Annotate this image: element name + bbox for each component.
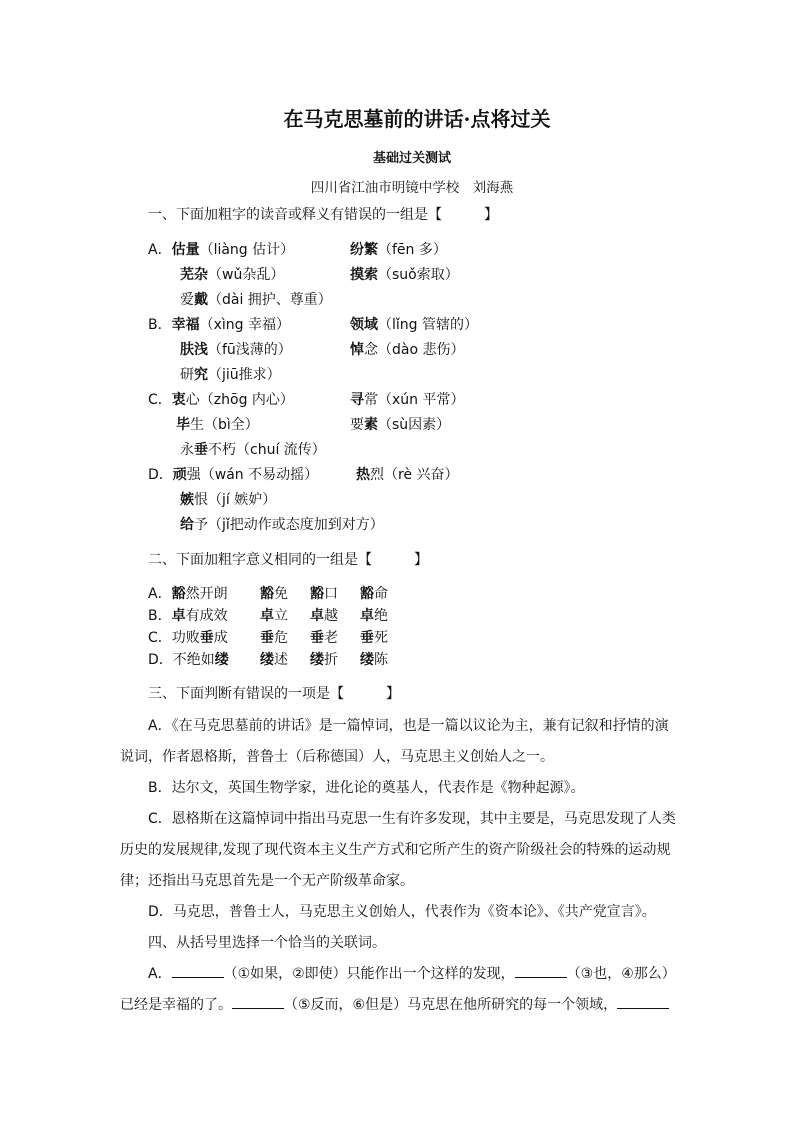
q2-option-a: A．豁然开朗 豁免 豁口 豁命 <box>148 586 388 602</box>
q1-option-c-line1b: 寻常（xún 平常） <box>350 392 465 408</box>
q3-options <box>120 711 676 1021</box>
q1-option-c-line1: C．衷心（zhōg 内心） <box>148 392 294 408</box>
q1-option-b-line3: 研究（jiū推求） <box>180 367 281 383</box>
page-title: 在马克思墓前的讲话·点将过关 <box>283 107 551 131</box>
q1-option-b-line1b: 领域（lǐng 管辖的） <box>350 317 478 333</box>
answer-blank-3[interactable] <box>232 994 284 1009</box>
q3-option-d: D．马克思，普鲁士人，马克思主义创始人，代表作为《资本论》、《共产党宣言》。 <box>148 904 656 920</box>
q1-option-a-line2: 芜杂（wǔ杂乱） <box>180 267 285 283</box>
q1-option-d-line3: 给予（jǐ把动作或态度加到对方） <box>180 517 384 533</box>
q3-option-b: B．达尔文，英国生物学家，进化论的奠基人，代表作是《物种起源》。 <box>148 780 585 796</box>
answer-blank-1[interactable] <box>172 963 224 978</box>
q1-option-a-line2b: 摸索（suǒ索取） <box>350 267 459 283</box>
q1-option-a-line1: A．估量（liàng 估计） <box>148 242 295 258</box>
q3-option-c: C．恩格斯在这篇悼词中指出马克思一生有许多发现，其中主要是，马克思发现了人类历史的发展规律,发现了现代资本主义生产方式和它所产生的资产阶级社会的特殊的运动规律；还指出马克思首先是一个无产阶级革命家。 <box>120 811 676 889</box>
page-subtitle: 基础过关测试 <box>372 151 451 166</box>
q1-option-c-line3: 永垂不朽（chuí 流传） <box>180 442 326 458</box>
q3-stem: 三、下面判断有错误的一项是【 】 <box>148 686 400 702</box>
q1-option-c-line2: 毕生（bì全） <box>176 417 259 433</box>
q2-stem: 二、下面加粗字意义相同的一组是【 】 <box>148 552 428 568</box>
q2-option-b: B．卓有成效 卓立 卓越 卓绝 <box>148 608 388 624</box>
q2-option-d: D．不绝如缕 缕述 缕折 缕陈 <box>148 652 388 668</box>
q4-option-a: A． （①如果，②即使）只能作出一个这样的发现， （③也，④那么）已经是幸福的了。 （⑤反而，⑥但是）马克思在他所研究的每一个领域， <box>120 959 676 1021</box>
q1-option-b-line2: 肤浅（fū浅薄的） <box>180 342 292 358</box>
q1-stem: 一、下面加粗字的读音或释义有错误的一组是【 】 <box>148 207 498 223</box>
answer-blank-4[interactable] <box>617 994 669 1009</box>
answer-blank-2[interactable] <box>515 963 567 978</box>
q1-option-d-line1b: 热烈（rè 兴奋） <box>356 467 459 483</box>
author-line: 四川省江油市明镜中学校 刘海燕 <box>310 180 514 196</box>
q4-stem: 四、从括号里选择一个恰当的关联词。 <box>148 935 386 951</box>
q1-option-d-line2: 嫉恨（jí 嫉妒） <box>180 492 277 508</box>
q1-option-a-line3: 爱戴（dài 拥护、尊重） <box>180 292 332 308</box>
q1-option-b-line2b: 悼念（dào 悲伤） <box>350 342 465 358</box>
q1-option-d-line1: D．顽强（wán 不易动摇） <box>148 467 319 483</box>
q2-option-c: C．功败垂成 垂危 垂老 垂死 <box>148 630 388 646</box>
q1-option-b-line1: B．幸福（xìng 幸福） <box>148 317 290 333</box>
q3-option-a: A．《在马克思墓前的讲话》是一篇悼词，也是一篇以议论为主，兼有记叙和抒情的演说词，作者恩格斯，普鲁士（后称德国）人，马克思主义创始人之一。 <box>120 718 669 765</box>
q1-option-a-line1b: 纷繁（fēn 多） <box>350 242 447 258</box>
q1-option-c-line2b: 要素（sù因素） <box>350 417 451 433</box>
